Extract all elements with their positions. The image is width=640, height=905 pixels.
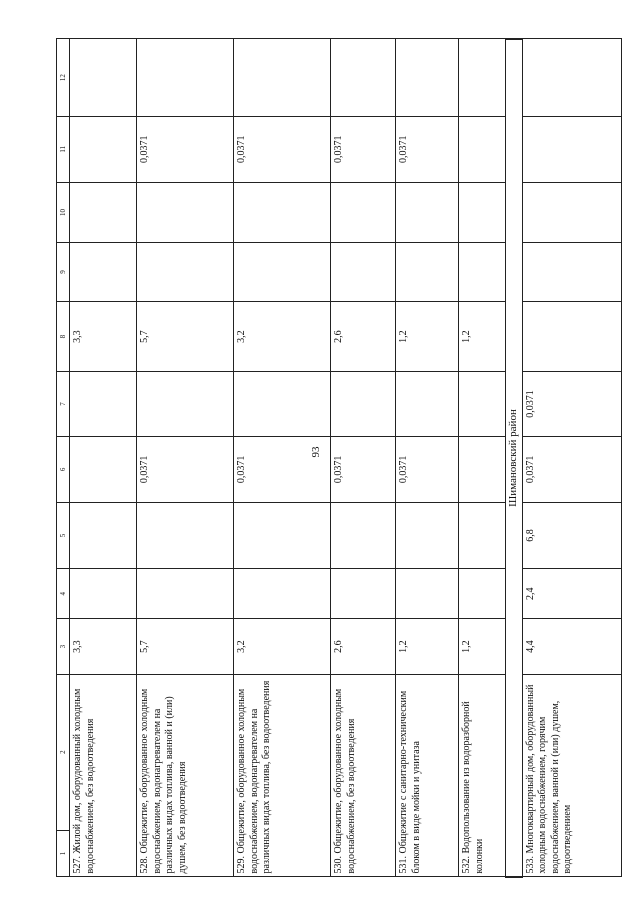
value-cell: 0,0371 xyxy=(331,116,396,182)
row-number: 530. xyxy=(333,856,344,874)
column-header: 9 xyxy=(57,243,70,302)
row-description-cell xyxy=(522,674,621,877)
row-description-cell xyxy=(70,674,137,877)
tariff-table xyxy=(56,38,622,878)
value-cell xyxy=(396,39,459,116)
value-cell xyxy=(331,39,396,116)
value-cell xyxy=(522,116,621,182)
value-cell: 3,2 xyxy=(234,619,331,674)
value-cell xyxy=(522,182,621,242)
value-cell xyxy=(137,502,234,568)
value-cell xyxy=(70,502,137,568)
value-cell xyxy=(137,569,234,619)
value-cell xyxy=(234,182,331,242)
row-description-cell xyxy=(331,674,396,877)
value-cell xyxy=(70,243,137,302)
column-header: 2 xyxy=(57,674,70,830)
row-number: 532. xyxy=(461,856,472,874)
value-cell xyxy=(70,372,137,437)
value-cell xyxy=(459,116,506,182)
row-description: Водопользование из водоразборной колонки xyxy=(461,701,485,874)
value-cell xyxy=(70,39,137,116)
value-cell xyxy=(396,372,459,437)
row-description: Общежитие, оборудованное холодным водоснабжением, водонагревателем на различных видах топлива, без водоотведения xyxy=(236,680,272,874)
table-row xyxy=(331,39,396,877)
row-description-cell xyxy=(137,674,234,877)
value-cell: 5,7 xyxy=(137,619,234,674)
table-row xyxy=(234,39,331,877)
value-cell: 0,0371 xyxy=(234,436,331,502)
row-number: 527. xyxy=(72,856,83,874)
district-label: Шимановский район xyxy=(506,39,523,877)
value-cell xyxy=(459,243,506,302)
table-row xyxy=(522,39,621,877)
table-row xyxy=(70,39,137,877)
value-cell xyxy=(459,436,506,502)
value-cell xyxy=(459,502,506,568)
value-cell xyxy=(331,502,396,568)
column-header: 11 xyxy=(57,116,70,182)
value-cell: 3,2 xyxy=(234,301,331,371)
value-cell xyxy=(234,372,331,437)
value-cell xyxy=(137,39,234,116)
table-row xyxy=(396,39,459,877)
value-cell xyxy=(459,182,506,242)
row-number: 529. xyxy=(236,856,247,874)
row-description: Многоквартирный дом, оборудованный холодным водоснабжением, горячим водоснабжением, ванной и (или) душем, водоотведением xyxy=(524,684,574,874)
value-cell xyxy=(459,372,506,437)
value-cell xyxy=(331,569,396,619)
value-cell xyxy=(396,502,459,568)
value-cell xyxy=(234,39,331,116)
value-cell xyxy=(522,243,621,302)
row-description-cell xyxy=(396,674,459,877)
value-cell xyxy=(137,243,234,302)
value-cell xyxy=(331,243,396,302)
column-header: 3 xyxy=(57,619,70,674)
column-header: 4 xyxy=(57,569,70,619)
value-cell: 1,2 xyxy=(396,301,459,371)
value-cell: 4,4 xyxy=(522,619,621,674)
value-cell xyxy=(137,372,234,437)
value-cell: 0,0371 xyxy=(137,436,234,502)
value-cell xyxy=(70,182,137,242)
value-cell xyxy=(331,372,396,437)
value-cell xyxy=(459,569,506,619)
value-cell xyxy=(234,243,331,302)
value-cell xyxy=(70,569,137,619)
table-row xyxy=(459,39,506,877)
page-number: 93 xyxy=(310,446,322,458)
value-cell: 0,0371 xyxy=(522,372,621,437)
value-cell xyxy=(234,502,331,568)
value-cell xyxy=(522,301,621,371)
value-cell: 0,0371 xyxy=(396,116,459,182)
value-cell: 1,2 xyxy=(396,619,459,674)
value-cell xyxy=(70,116,137,182)
value-cell xyxy=(396,569,459,619)
value-cell: 2,6 xyxy=(331,301,396,371)
value-cell: 2,6 xyxy=(331,619,396,674)
row-description: Общежитие, оборудованное холодным водоснабжением, без водоотведения xyxy=(333,688,357,874)
value-cell xyxy=(331,182,396,242)
value-cell xyxy=(396,243,459,302)
row-number: 533. xyxy=(524,856,536,874)
value-cell: 1,2 xyxy=(459,301,506,371)
value-cell: 0,0371 xyxy=(522,436,621,502)
row-description-cell xyxy=(459,674,506,877)
value-cell: 5,7 xyxy=(137,301,234,371)
row-number: 531. xyxy=(398,856,409,874)
column-number-row xyxy=(57,39,70,877)
column-header: 6 xyxy=(57,436,70,502)
row-description: Общежитие, оборудованное холодным водоснабжением, водонагревателем на различных видах топлива, ванной и (или) душем, без водоотведения xyxy=(139,688,188,874)
value-cell: 0,0371 xyxy=(234,116,331,182)
district-header-row xyxy=(506,39,523,877)
value-cell: 3,3 xyxy=(70,301,137,371)
row-description: Жилой дом, оборудованный холодным водоснабжением, без водоотведения xyxy=(72,688,96,874)
column-header: 12 xyxy=(57,39,70,116)
column-header: 5 xyxy=(57,502,70,568)
value-cell xyxy=(459,39,506,116)
value-cell: 3,3 xyxy=(70,619,137,674)
value-cell xyxy=(137,182,234,242)
row-description-cell xyxy=(234,674,331,877)
value-cell: 0,0371 xyxy=(331,436,396,502)
row-description: Общежитие с санитарно-техническим блоком в виде мойки и унитаза xyxy=(398,690,422,874)
rotated-table-wrapper xyxy=(56,38,574,878)
table-row xyxy=(137,39,234,877)
column-header: 1 xyxy=(57,830,70,877)
value-cell xyxy=(396,182,459,242)
row-number: 528. xyxy=(139,856,150,874)
value-cell: 0,0371 xyxy=(137,116,234,182)
value-cell xyxy=(234,569,331,619)
value-cell: 6,8 xyxy=(522,502,621,568)
value-cell: 1,2 xyxy=(459,619,506,674)
column-header: 10 xyxy=(57,182,70,242)
column-header: 8 xyxy=(57,301,70,371)
column-header: 7 xyxy=(57,372,70,437)
value-cell: 0,0371 xyxy=(396,436,459,502)
value-cell xyxy=(70,436,137,502)
value-cell: 2,4 xyxy=(522,569,621,619)
value-cell xyxy=(522,39,621,116)
